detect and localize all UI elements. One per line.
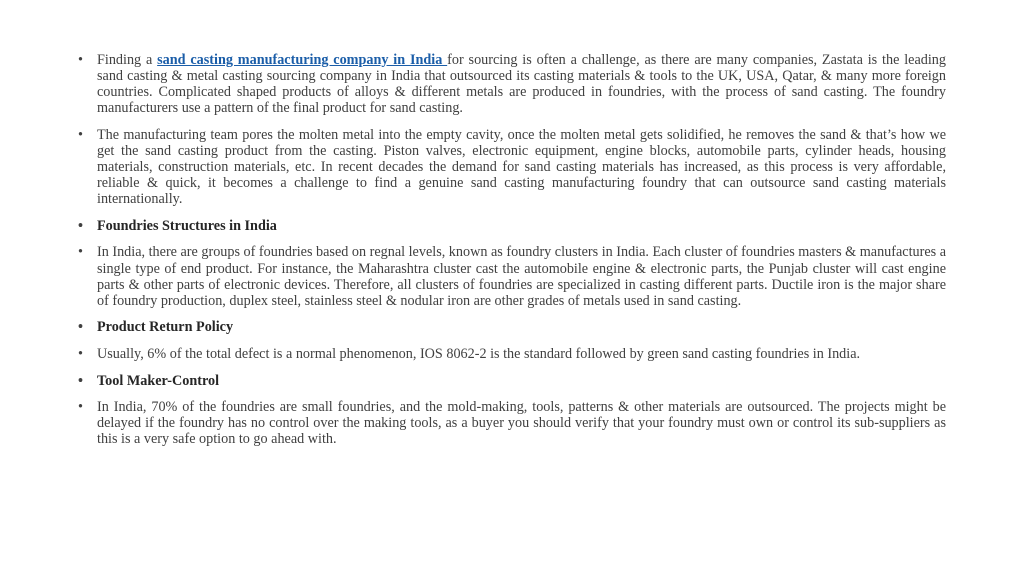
bullet-icon: • [78, 217, 83, 234]
bullet-list [78, 52, 946, 447]
paragraph-text-before-link: Finding a [97, 52, 158, 68]
bullet-icon: • [78, 399, 83, 416]
paragraph-text-after-link: for sourcing is often a challenge, as there are many companies, Zastata is the leading sand casting & metal casting sourcing company in India that outsourced its casting materials & tools to the UK, USA, Qatar, & many more foreign countries. Complicated shaped products of alloys & different metals are produced in foundries, with the process of sand casting. The foundry manufacturers use a pattern of the final product for sand casting. [97, 52, 946, 117]
paragraph-text: In India, 70% of the foundries are small foundries, and the mold-making, tools, patterns & other materials are outsourced. The projects might be delayed if the foundry has no control over the making tools, as a buyer you should verify that your foundry must own or control its sub-suppliers as this is a very safe option to go ahead with. [97, 399, 946, 448]
bullet-item-manufacturing-process [78, 127, 946, 207]
bullet-icon: • [78, 319, 83, 336]
bullet-icon: • [78, 244, 83, 261]
paragraph-text: In India, there are groups of foundries based on regnal levels, known as foundry clusters in India. Each cluster of foundries masters & manufactures a single type of end product. For instance, the Maharashtra cluster cast the automobile engine & electronic parts, the Punjab cluster will cast engine parts & other parts of electronic devices. Therefore, all clusters of foundries are specialized in casting different parts. Ductile iron is the major share of foundry production, duplex steel, stainless steel & nodular iron are other grades of metals used in sand casting. [97, 244, 947, 309]
bullet-icon: • [78, 126, 83, 143]
bullet-item-small-foundries [78, 399, 946, 447]
bullet-icon: • [78, 52, 83, 68]
bullet-item-foundries-structures-heading [78, 218, 946, 234]
section-heading: Tool Maker-Control [97, 372, 220, 389]
paragraph-text: Usually, 6% of the total defect is a normal phenomenon, IOS 8062-2 is the standard followed by green sand casting foundries in India. [97, 345, 861, 362]
section-heading: Product Return Policy [97, 319, 234, 336]
slide-content [78, 52, 946, 458]
paragraph-text: The manufacturing team pores the molten metal into the empty cavity, once the molten metal gets solidified, he removes the sand & that’s how we get the sand casting product from the casting. Piston valves, electronic equipment, engine blocks, automobile parts, cylinder heads, housing materials, construction materials, etc. In recent decades the demand for sand casting materials has increased, as this process is very affordable, reliable & quick, it becomes a challenge to find a genuine sand casting manufacturing foundry that can outsource sand casting materials internationally. [97, 126, 946, 208]
bullet-item-tool-maker-heading [78, 373, 946, 389]
bullet-item-foundry-clusters [78, 244, 946, 308]
section-heading: Foundries Structures in India [97, 217, 277, 234]
sand-casting-company-link[interactable]: sand casting manufacturing company in India [157, 52, 448, 68]
bullet-item-sourcing [78, 52, 946, 116]
bullet-item-return-policy-heading [78, 319, 946, 335]
bullet-icon: • [78, 372, 83, 389]
bullet-icon: • [78, 345, 83, 362]
bullet-item-defect-standard [78, 346, 946, 362]
